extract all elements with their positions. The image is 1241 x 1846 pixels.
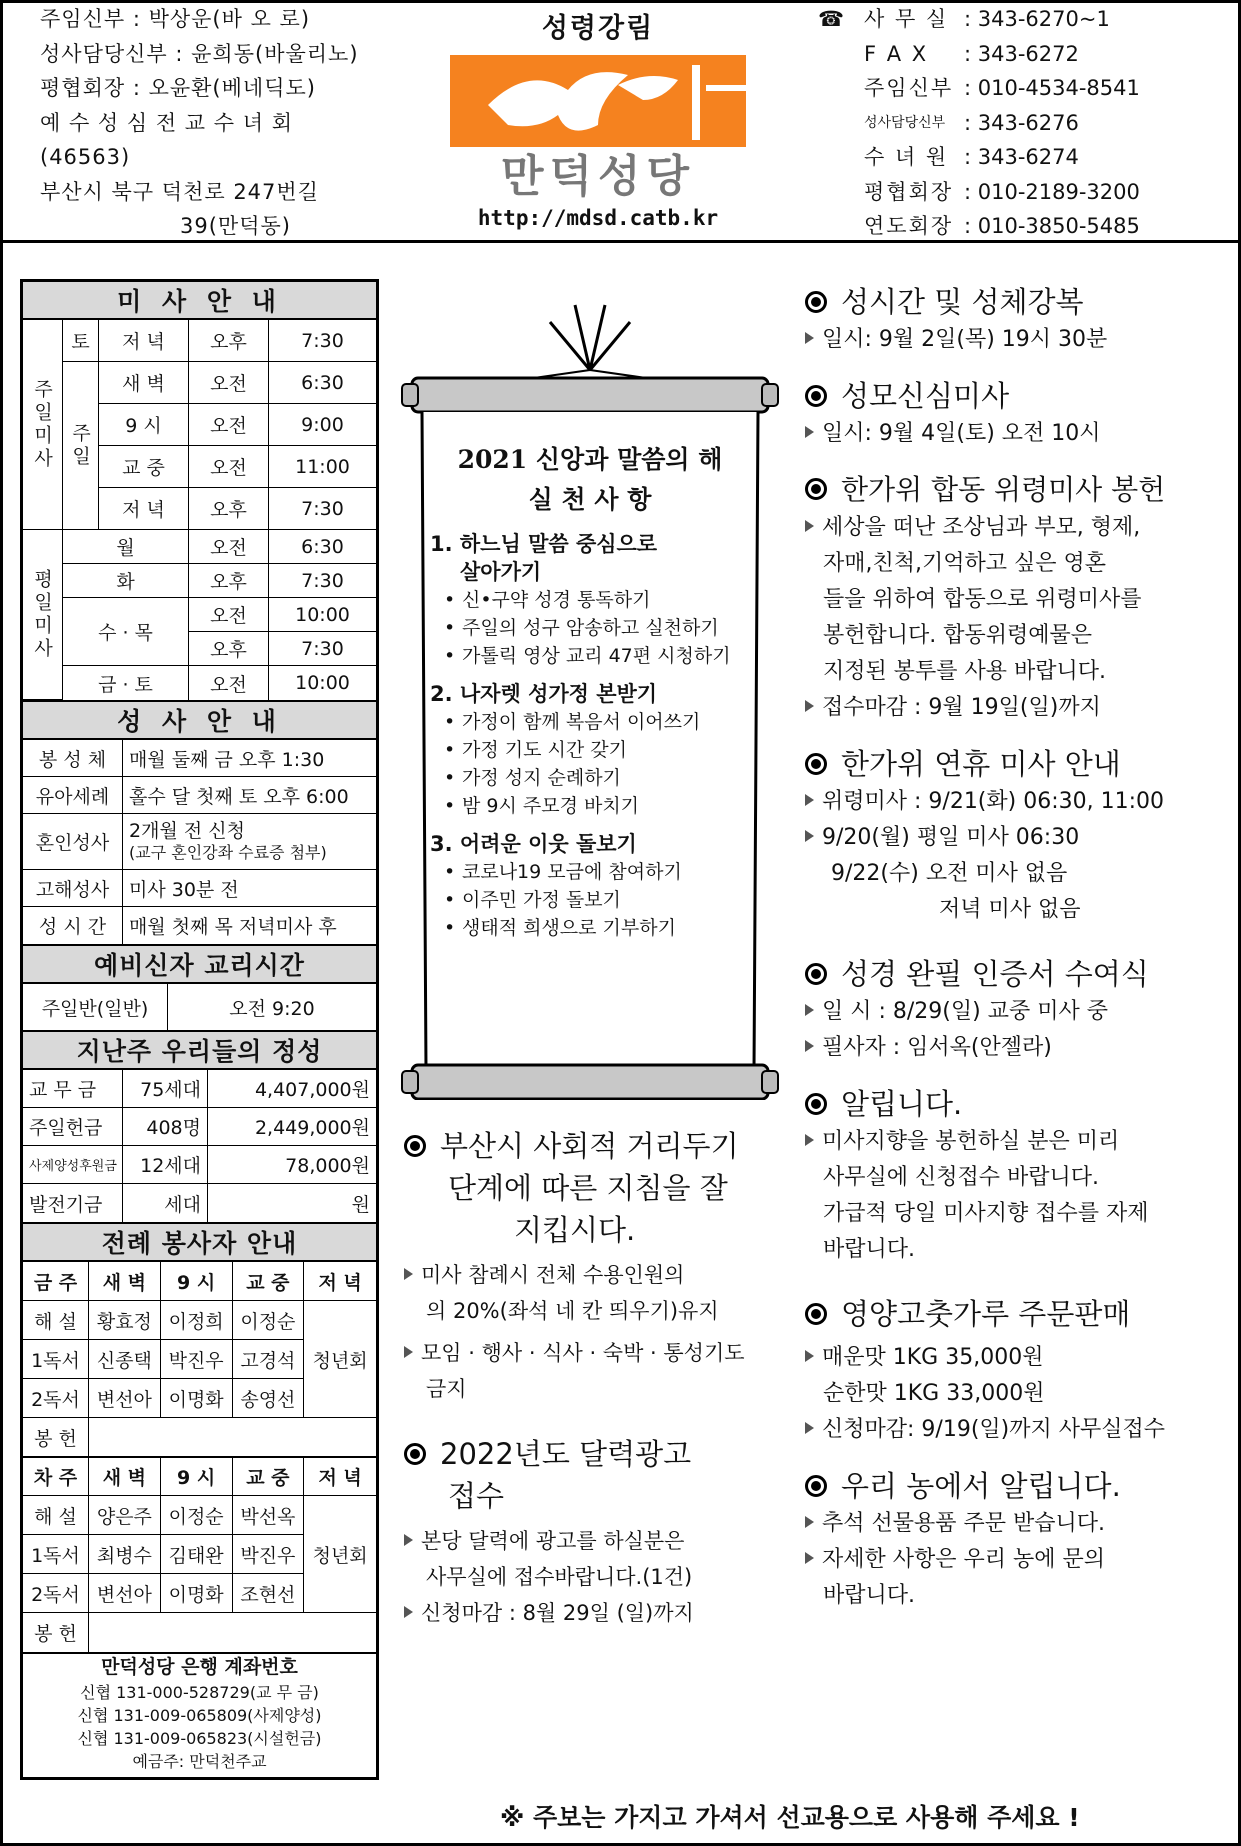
contact-list <box>818 2 1140 244</box>
contact-row: ☎ 사 무 실 : 343-6270~1 <box>818 2 1140 37</box>
sacrament-grid: 봉 성 체 매월 둘째 금 오후 1:30 유아세례 홀수 달 첫째 토 오후 6:00 혼인성사 2개월 전 신청 (교구 혼인강좌 수료증 첨부) 고해성사 미사 30분 전 성 시 간 매월 첫째 목 저녁미사 후 <box>23 740 376 946</box>
catechumen-grid: 주일반(일반) 오전 9:20 <box>23 984 376 1032</box>
arrow-icon <box>805 700 814 712</box>
arrow-icon <box>805 426 814 438</box>
address-line2: 39(만덕동) <box>180 214 291 238</box>
faith-year-text: 2021 신앙과 말씀의 해 실 천 사 항 1. 하느님 말씀 중심으로 살아가기 • 신•구약 성경 통독하기 • 주일의 성구 암송하고 실천하기 • 가톨릭 영상 교리 47편 시청하기 2. 나자렛 성가정 본받기 • 가정이 함께 복음서 이어쓰기 • 가정 기도 시간 갖기 • 가정 성지 순례하기 • 밤 9시 주모경 바치기 3. 어려운 이웃 돌보기 • 코로나19 모금에 참여하기 • 이주민 가정 돌보기 • 생태적 희생으로 기부하기 <box>430 440 750 942</box>
arrow-icon <box>805 1134 814 1146</box>
bullet-icon <box>805 385 827 407</box>
postal-code: (46563) <box>40 145 131 169</box>
arrow-icon <box>805 332 814 344</box>
bullet-icon <box>404 1135 426 1157</box>
scroll-subtitle: 실 천 사 항 <box>528 485 652 514</box>
church-name: 만덕성당 <box>500 151 696 200</box>
bullet-icon <box>805 478 827 500</box>
distancing-title: 부산시 사회적 거리두기 단계에 따른 지침을 잘 지킵시다. <box>404 1125 784 1251</box>
arrow-icon <box>805 1422 814 1434</box>
catechumen-title: 예비신자 교리시간 <box>23 946 376 984</box>
servers-title: 전례 봉사자 안내 <box>23 1224 376 1262</box>
weekday-mass-label: 평일미사 <box>23 530 63 700</box>
sacrament-title: 성 사 안 내 <box>23 702 376 740</box>
bullet-icon <box>805 753 827 775</box>
scroll-title: 2021 신앙과 말씀의 해 <box>457 445 723 474</box>
scroll-list: • 신•구약 성경 통독하기 • 주일의 성구 암송하고 실천하기 • 가톨릭 영상 교리 47편 시청하기 <box>430 586 750 670</box>
arrow-icon <box>404 1268 413 1280</box>
arrow-icon <box>805 794 814 806</box>
mass-schedule-grid: 주일미사 토 저 녁 오후 7:30 주일 새 벽 오전 6:30 9 시 오전 9:00 교 중 오전 11:00 저 녁 오후 7:30 평일미사 월 오전 6:30 화 오후 7:30 수 · 목 오전 10:00 오후 7:30 금 · 토 오전 10:00 <box>23 320 376 702</box>
mass-schedule-title: 미 사 안 내 <box>23 282 376 320</box>
bullet-icon <box>805 1093 827 1115</box>
notice-title: 한가위 합동 위령미사 봉헌 <box>805 470 1230 510</box>
notice-title: 성경 완필 인증서 수여식 <box>805 954 1230 994</box>
arrow-icon <box>404 1346 413 1358</box>
contact-row: 성사담당신부 : 343-6276 <box>864 110 1079 135</box>
sunday-title: 성령강림 <box>541 13 655 44</box>
contact-row: 평협회장 : 010-2189-3200 <box>864 179 1140 204</box>
convent-line: 예 수 성 심 전 교 수 녀 회 <box>40 110 293 135</box>
middle-notices <box>404 1125 784 1631</box>
bullet-icon <box>805 1475 827 1497</box>
phone-icon: ☎ <box>818 7 845 31</box>
arrow-icon <box>404 1534 413 1546</box>
calendar-ad-title: 2022년도 달력광고 접수 <box>404 1433 784 1517</box>
address-line1: 부산시 북구 덕천로 247번길 <box>40 179 319 204</box>
pastor-line: 주임신부 : 박상운(바 오 로) <box>40 7 311 31</box>
right-notices: 성시간 및 성체강복 일시: 9월 2일(목) 19시 30분 성모신심미사 일시: 9월 4일(토) 오전 10시 한가위 합동 위령미사 봉헌 세상을 떠난 조상님과 부모, 형제, 자매,친척,기억하고 싶은 영혼 들을 위하여 합동으로 위령미사를 봉헌합니다. 합동위령예물은 지정된 봉투를 사용 바랍니다. 접수마감 : 9월 19일(일)까지 한가위 연휴 미사 안내 위령미사 : 9/21(화) 06:30, 11:00 9/20(월) 평일 미사 06:30 9/22(수) 오전 미사 없음 저녁 미사 없음 성경 완필 인증서 수여식 일 시 : 8/29(일) 교중 미사 중 필사자 : 임서옥(안젤라) 알립니다. 미사지향을 봉헌하실 분은 미리 사무실에 신청접수 바랍니다. 가급적 당일 미사지향 접수를 자제 바랍니다. 영양고춧가루 주문판매 매운맛 1KG 35,000원 순한맛 1KG 33,000원 신청마감: 9/19(일)까지 사무실접수 우리 농에서 알립니다. 추석 선물용품 주문 받습니다. 자세한 사항은 우리 농에 문의 바랍니다. <box>805 282 1230 1614</box>
sacrament-priest-line: 성사담당신부 : 윤희동(바울리노) <box>40 41 359 66</box>
scroll-list: • 코로나19 모금에 참여하기 • 이주민 가정 돌보기 • 생태적 희생으로 기부하기 <box>430 858 750 942</box>
arrow-icon <box>805 1552 814 1564</box>
council-president-line: 평협회장 : 오윤환(베네딕도) <box>40 76 316 100</box>
bullet-icon <box>805 291 827 313</box>
arrow-icon <box>805 830 814 842</box>
arrow-icon <box>805 1350 814 1362</box>
arrow-icon <box>805 1004 814 1016</box>
contact-row: 주임신부 : 010-4534-8541 <box>864 76 1140 100</box>
servers-grid: 금 주 새 벽 9 시 교 중 저 녁 해 설 황효정 이정희 이정순 청년회 1독서 신종택 박진우 고경석 2독서 변선아 이명화 송영선 봉 헌 차 주 새 벽 9 시 교 중 저 녁 해 설 양은주 이정순 박선옥 청년회 1독서 최병수 김태완 박진우 2독서 변선아 이명화 조현선 봉 헌 <box>23 1262 376 1654</box>
left-info-table <box>20 279 379 1780</box>
contact-row: 수 녀 원 : 343-6274 <box>864 145 1079 169</box>
dove-logo-icon <box>448 45 748 200</box>
contact-row: 연도회장 : 010-3850-5485 <box>864 214 1140 238</box>
bullet-icon <box>404 1443 426 1465</box>
footer-note: ※ 주보는 가지고 가셔서 선교용으로 사용해 주세요 ! <box>500 1803 1080 1832</box>
bullet-icon <box>805 1303 827 1325</box>
calendar-ad-body: 본당 달력에 광고를 하실분은 사무실에 접수바랍니다.(1건) 신청마감 : 8월 29일 (일)까지 <box>404 1523 784 1631</box>
offering-grid: 교 무 금 75세대 4,407,000원 주일헌금 408명 2,449,000원 사제양성후원금 12세대 78,000원 발전기금 세대 원 <box>23 1070 376 1224</box>
distancing-body: 미사 참례시 전체 수용인원의 의 20%(좌석 네 칸 띄우기)유지 모임 · 행사 · 식사 · 숙박 · 통성기도 금지 <box>404 1257 784 1407</box>
church-logo-block <box>448 6 748 230</box>
bullet-icon <box>805 963 827 985</box>
notice-title: 성모신심미사 <box>805 376 1230 416</box>
arrow-icon <box>805 1040 814 1052</box>
scroll-list: • 가정이 함께 복음서 이어쓰기 • 가정 기도 시간 갖기 • 가정 성지 순례하기 • 밤 9시 주모경 바치기 <box>430 708 750 820</box>
bank-accounts: 만덕성당 은행 계좌번호 신협 131-000-528729(교 무 금) 신협 131-009-065809(사제양성) 신협 131-009-065823(시설헌금) 예금주: 만덕천주교 <box>77 1656 322 1771</box>
notice-title: 알립니다. <box>805 1084 1230 1124</box>
contact-row: F A X : 343-6272 <box>864 41 1079 66</box>
notice-title: 성시간 및 성체강복 <box>805 282 1230 322</box>
sunday-mass-label: 주일미사 <box>23 320 63 530</box>
offering-title: 지난주 우리들의 정성 <box>23 1032 376 1070</box>
arrow-icon <box>805 520 814 532</box>
notice-title: 우리 농에서 알립니다. <box>805 1466 1230 1506</box>
notice-title: 영양고춧가루 주문판매 <box>805 1294 1230 1334</box>
arrow-icon <box>404 1606 413 1618</box>
header-left-info <box>40 2 359 244</box>
notice-title: 한가위 연휴 미사 안내 <box>805 744 1230 784</box>
church-url[interactable]: http://mdsd.catb.kr <box>477 206 719 230</box>
arrow-icon <box>805 1516 814 1528</box>
faith-year-scroll <box>400 300 780 1100</box>
